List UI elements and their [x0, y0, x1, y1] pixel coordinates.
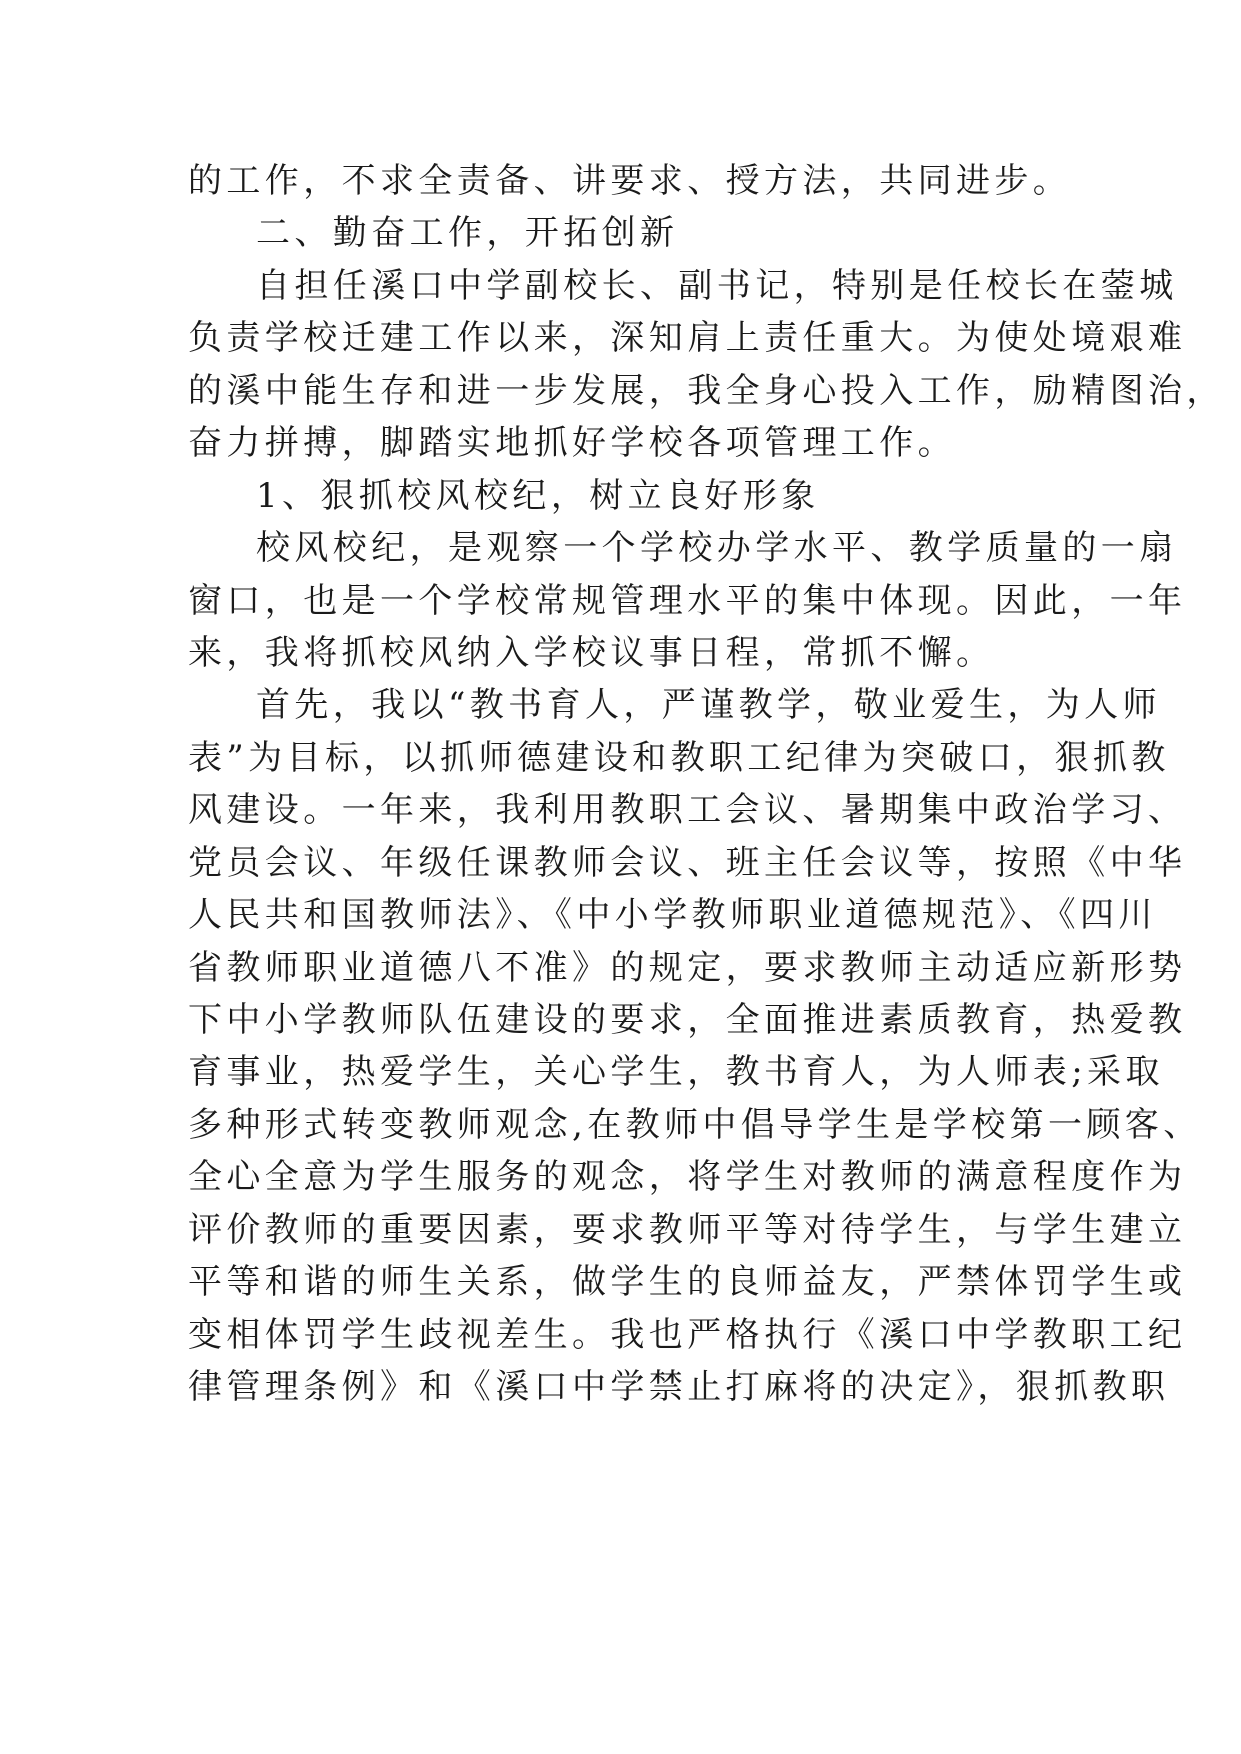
- subsection-heading: 1、狠抓校风校纪，树立良好形象: [256, 475, 820, 516]
- text-line: 自担任溪口中学副校长、副书记，特别是任校长在蓥城: [256, 265, 1178, 306]
- body-text: [188, 155, 1225, 1414]
- section-heading: 二、勤奋工作，开拓创新: [256, 213, 679, 254]
- text-line: 首先，我以“教书育人，严谨教学，敬业爱生，为人师: [256, 685, 1161, 726]
- text-line: 风建设。一年来，我利用教职工会议、暑期集中政治学习、: [188, 790, 1187, 831]
- text-line: 全心全意为学生服务的观念，将学生对教师的满意程度作为: [188, 1157, 1187, 1198]
- text-line: 的溪中能生存和进一步发展，我全身心投入工作，励精图治，: [188, 370, 1225, 411]
- text-line: 人民共和国教师法》、《中小学教师职业道德规范》、《四川: [188, 895, 1157, 936]
- text-line: 变相体罚学生歧视差生。我也严格执行《溪口中学教职工纪: [188, 1314, 1187, 1355]
- text-line: 负责学校迁建工作以来，深知肩上责任重大。为使处境艰难: [188, 318, 1187, 359]
- text-line: 党员会议、年级任课教师会议、班主任会议等，按照《中华: [188, 842, 1187, 883]
- text-line: 平等和谐的师生关系，做学生的良师益友，严禁体罚学生或: [188, 1262, 1187, 1303]
- text-line: 省教师职业道德八不准》的规定，要求教师主动适应新形势: [188, 947, 1187, 988]
- text-line: 下中小学教师队伍建设的要求，全面推进素质教育，热爱教: [188, 1000, 1187, 1040]
- text-line: 来，我将抓校风纳入学校议事日程，常抓不懈。: [188, 632, 995, 673]
- text-line: 律管理条例》和《溪口中学禁止打麻将的决定》，狠抓教职: [188, 1367, 1170, 1408]
- text-line: 表”为目标，以抓师德建设和教职工纪律为突破口，狠抓教: [188, 737, 1170, 778]
- text-line: 奋力拼搏，脚踏实地抓好学校各项管理工作。: [188, 423, 956, 464]
- text-line: 评价教师的重要因素，要求教师平等对待学生，与学生建立: [188, 1209, 1187, 1250]
- text-line: 校风校纪，是观察一个学校办学水平、教学质量的一扇: [256, 528, 1178, 569]
- text-line: 多种形式转变教师观念,在教师中倡导学生是学校第一顾客、: [188, 1104, 1202, 1145]
- text-line: 窗口，也是一个学校常规管理水平的集中体现。因此，一年: [188, 580, 1187, 621]
- text-line: 育事业，热爱学生，关心学生，教书育人，为人师表;采取: [188, 1052, 1164, 1093]
- text-line: 的工作，不求全责备、讲要求、授方法，共同进步。: [188, 161, 1072, 201]
